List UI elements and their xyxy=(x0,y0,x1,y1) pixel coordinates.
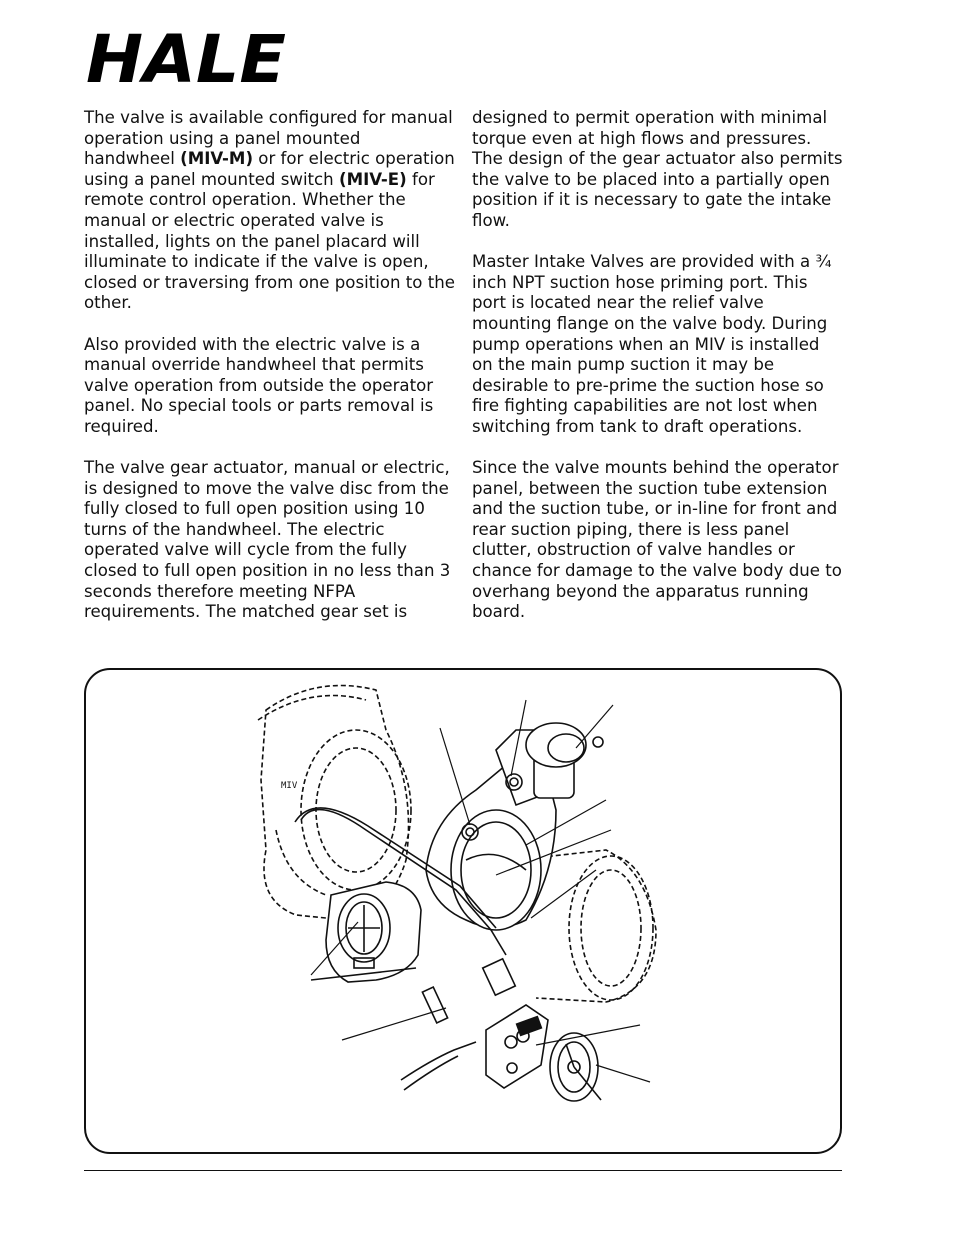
hale-logo xyxy=(84,28,290,86)
placard-label-miv: MIV xyxy=(281,781,298,791)
valve-illustration-frame xyxy=(84,668,842,1154)
right-text-column xyxy=(472,108,844,643)
logo-text: HALE xyxy=(86,28,286,86)
manual-handwheel xyxy=(550,1033,601,1101)
paragraph-mounting: Since the valve mounts behind the operator panel, between the suction tube extension and the suction tube, or in-line for front and rear suction piping, there is less panel clutter, obstruction of valve handles or chance for damage to the valve body due to overhang beyond the apparatus running board. xyxy=(472,458,842,622)
footer-rule xyxy=(84,1170,842,1171)
left-text-column xyxy=(84,108,456,643)
paragraph-priming-port: Master Intake Valves are provided with a ¾ inch NPT suction hose priming port. This port is located near the relief valve mounting flange on the valve body. During pump operations when an MIV is installed on the main pump suction it may be desirable to pre-prime the suction hose so fire fighting capabilities are not lost when switching from tank to draft operations. xyxy=(472,252,832,436)
gear-actuator-box xyxy=(311,882,421,982)
paragraph-configuration: The valve is available configured for manual operation using a panel mounted handwheel (MIV-M) or for electric operation using a panel mounted switch (MIV-E) for remote control operation. Whether the manual or electric operated valve is installed, lights on the panel placard will illuminate to indicate if the valve is open, closed or traversing from one position to the other. xyxy=(84,108,455,313)
valve-exploded-diagram xyxy=(86,670,842,1154)
paragraph-gear-actuator: The valve gear actuator, manual or electric, is designed to move the valve disc from the fully closed to full open position using 10 turns of the handwheel. The electric operated valve will cycle from the fully closed to full open position in no less than 3 seconds therefore meeting NFPA requirements. The matched gear set is xyxy=(84,458,451,622)
control-panel-placard xyxy=(486,1005,548,1088)
miv-m-label: (MIV-M) xyxy=(180,149,254,169)
paragraph-torque: designed to permit operation with minimal torque even at high flows and pressures. The design of the gear actuator also permits the valve to be placed into a partially open position if it is necessary to gate the intake flow. xyxy=(472,108,843,230)
miv-e-label: (MIV-E) xyxy=(338,169,407,189)
paragraph-manual-override: Also provided with the electric valve is a manual override handwheel that permits valve operation from outside the operator panel. No special tools or parts removal is required. xyxy=(84,334,434,436)
